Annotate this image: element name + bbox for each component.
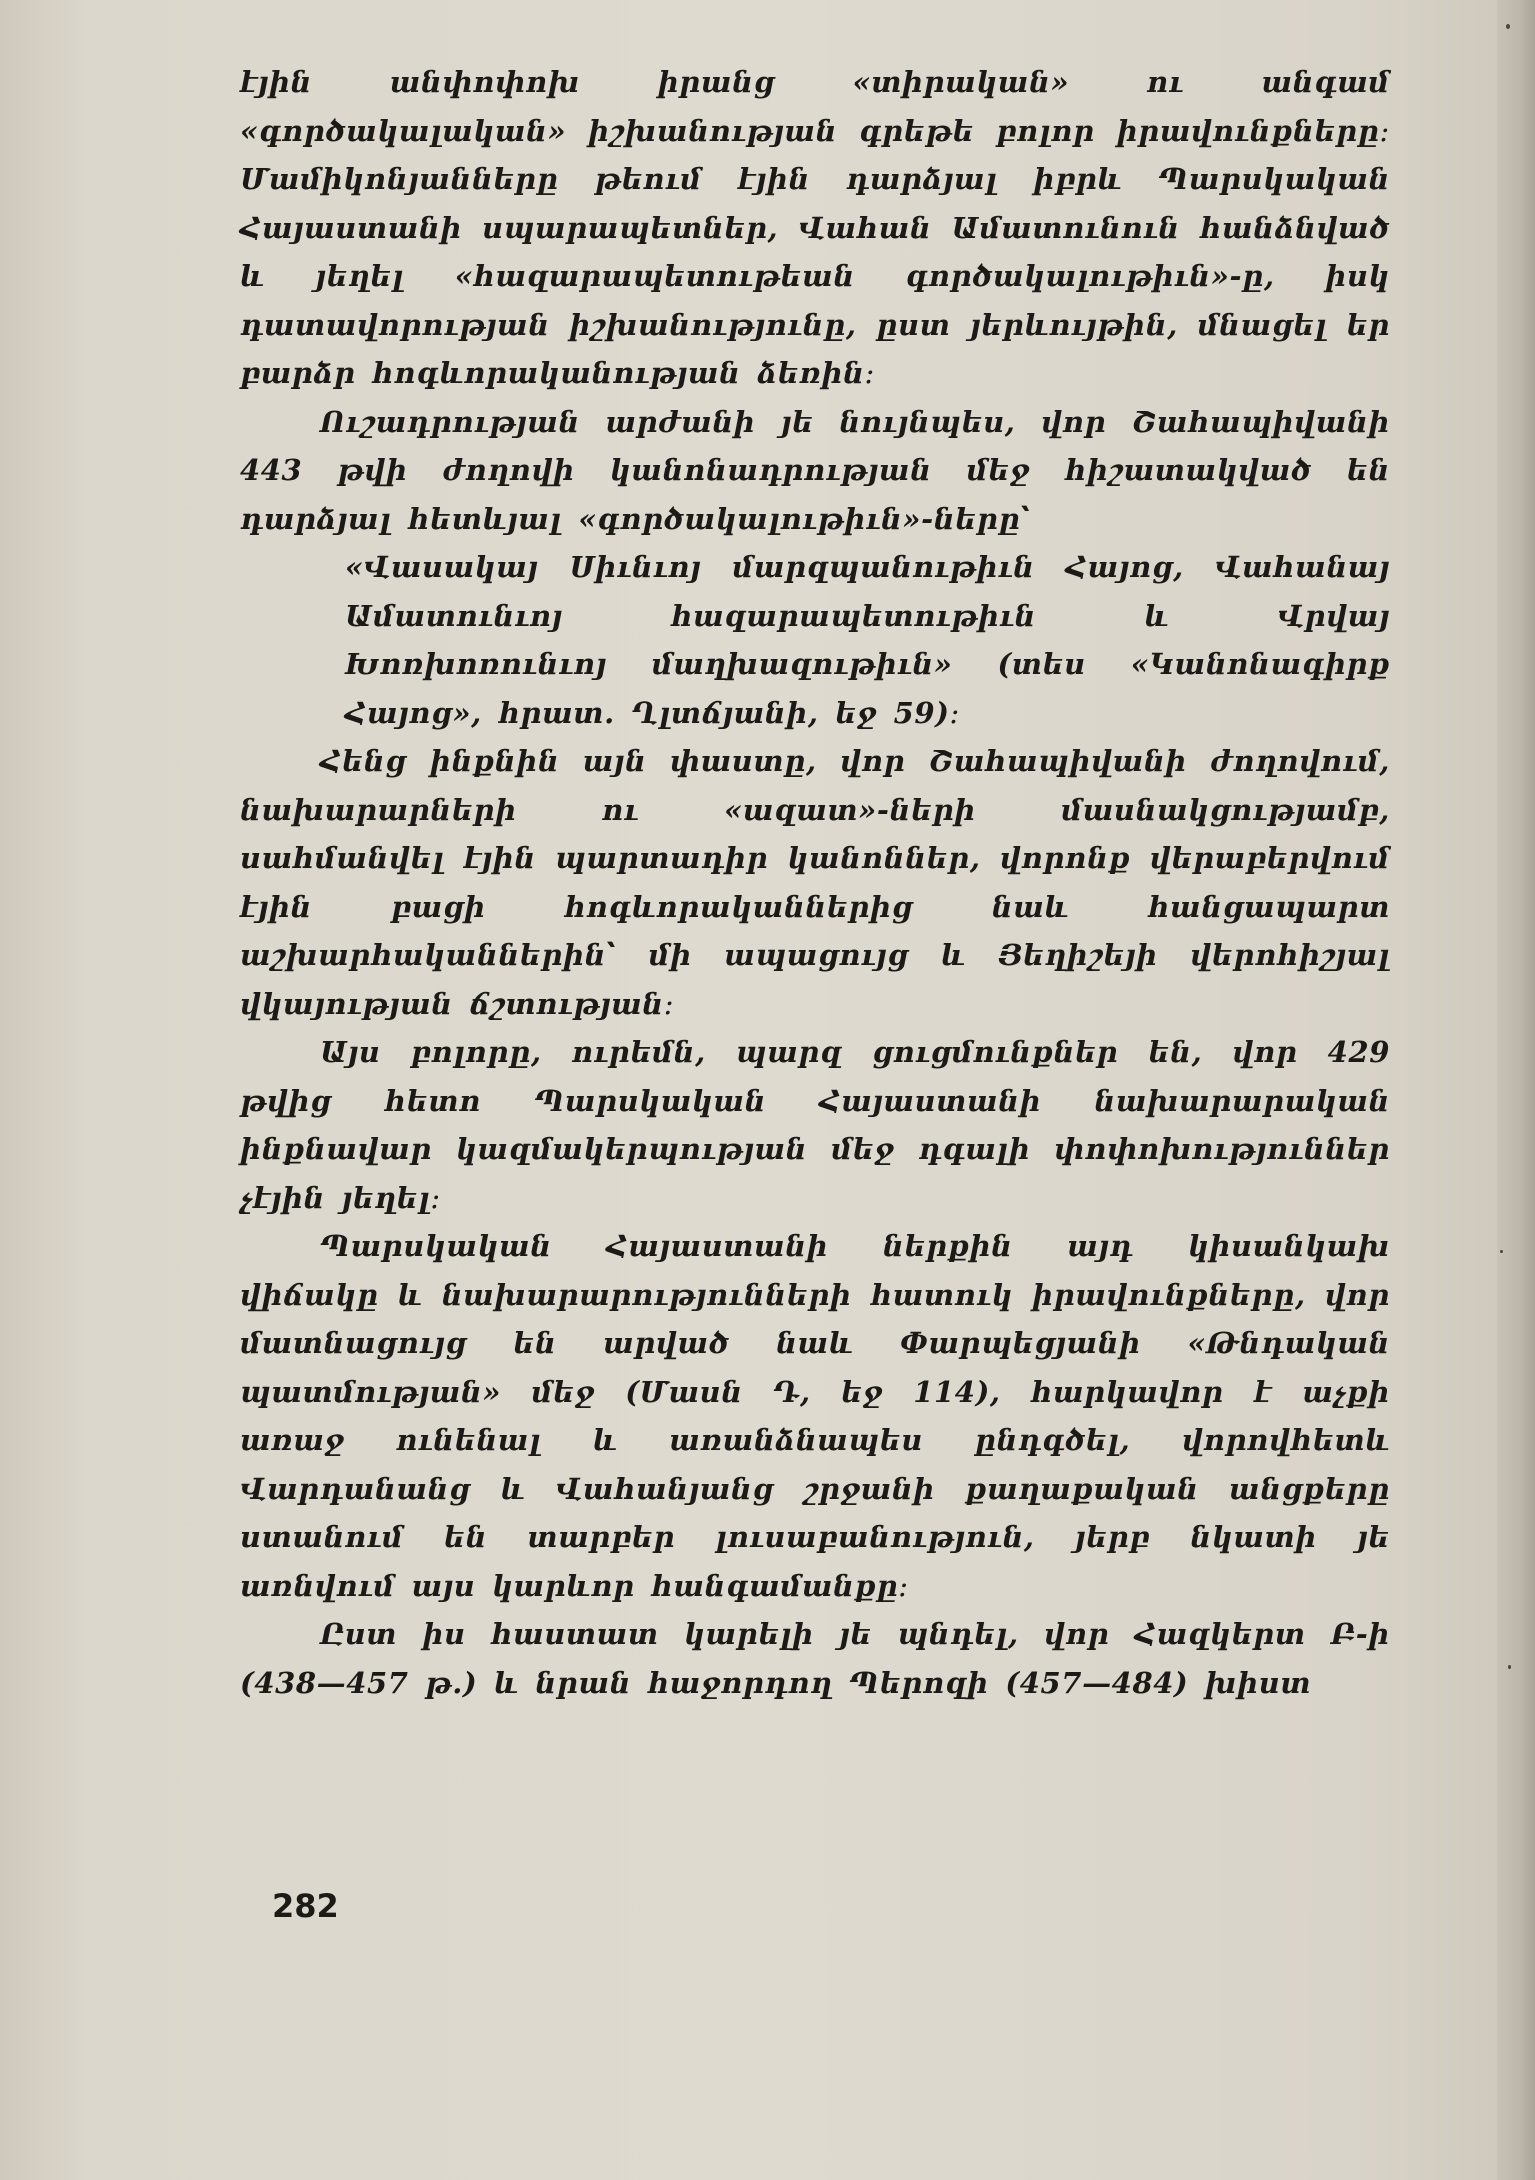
paragraph-continuation: էյին անփոփոխ իրանց «տիրական» ու անգամ «գործակալական» իշխանության գրեթե բոլոր իրավունքները։ Մամիկոնյանները թեում էյին դարձյալ իբրև Պարսկական Հայաստանի սպարապետներ, Վահան Ամատունուն հանձնված և յեղել «հազարապետութեան գործակալութիւն»-ը, իսկ դատավորության իշխանությունը, ըստ յերևույթին, մնացել եր բարձր հոգևորականության ձեռին։: [240, 65, 1390, 390]
page-edge-shadow: [1497, 0, 1535, 2180]
paragraph: Հենց ինքնին այն փաստը, վոր Շահապիվանի ժողովում, նախարարների ու «ազատ»-ների մասնակցությամբ, սահմանվել էյին պարտադիր կանոններ, վորոնք վերաբերվում էյին բացի հոգևորականներից նաև հանցապարտ աշխարհականներին՝ մի ապացույց և Յեղիշեյի վերոհիշյալ վկայության ճշտության։: [240, 744, 1390, 1021]
body-text: [240, 58, 1390, 1707]
block-quote: «Վասակայ Սիւնւոյ մարզպանութիւն Հայոց, Վահանայ Ամատունւոյ հազարապետութիւն և Վրվայ Խոռխոռունւոյ մաղխազութիւն» (տես «Կանոնագիրք Հայոց», հրատ. Ղլտճյանի, եջ 59)։: [345, 550, 1390, 730]
paragraph: Պարսկական Հայաստանի ներքին այդ կիսանկախ վիճակը և նախարարությունների հատուկ իրավունքները, վոր մատնացույց են արված նաև Փարպեցյանի «Թնդական պատմության» մեջ (Մասն Դ, եջ 114), հարկավոր է աչքի առաջ ունենալ և առանձնապես ընդգծել, վորովհետև Վարդանանց և Վահանյանց շրջանի քաղաքական անցքերը ստանում են տարբեր լուսաբանություն, յերբ նկատի յե առնվում այս կարևոր հանգամանքը։: [240, 1229, 1390, 1603]
paper-speck: [1500, 1250, 1503, 1253]
page-number: 282: [272, 1887, 339, 1925]
paragraph: Ուշադրության արժանի յե նույնպես, վոր Շահապիվանի 443 թվի ժողովի կանոնադրության մեջ հիշատակված են դարձյալ հետևյալ «գործակալութիւն»-ները՝: [240, 404, 1390, 536]
paper-speck: [1506, 24, 1510, 29]
paragraph: Այս բոլորը, ուրեմն, պարզ ցուցմունքներ են, վոր 429 թվից հետո Պարսկական Հայաստանի նախարարական ինքնավար կազմակերպության մեջ դգալի փոփոխություններ չէյին յեղել։: [240, 1035, 1390, 1215]
paragraph: Ըստ իս հաստատ կարելի յե պնդել, վոր Հազկերտ Բ-ի (438—457 թ.) և նրան հաջորդող Պերոզի (457—484) խիստ: [240, 1617, 1390, 1700]
paper-speck: [1508, 1665, 1511, 1669]
